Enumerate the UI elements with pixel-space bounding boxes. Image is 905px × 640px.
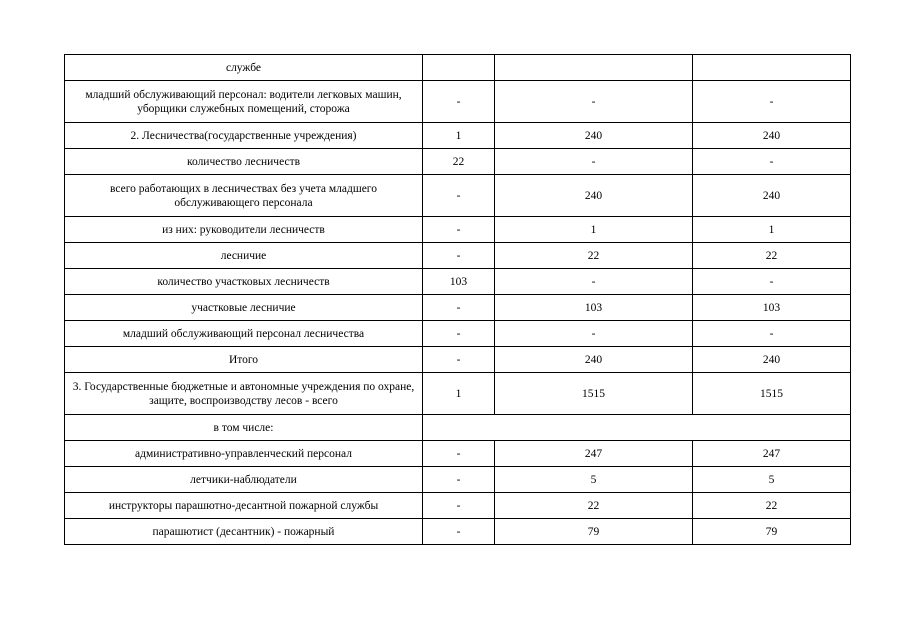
value-cell-3: - <box>693 321 851 347</box>
value-cell-1: - <box>423 295 495 321</box>
table-row <box>65 175 851 217</box>
value-cell-2: 240 <box>495 175 693 217</box>
value-cell-3: 103 <box>693 295 851 321</box>
value-cell-3: - <box>693 81 851 123</box>
value-cell-1: - <box>423 217 495 243</box>
value-cell-2: - <box>495 269 693 295</box>
table-row <box>65 519 851 545</box>
value-cell-2: 5 <box>495 467 693 493</box>
value-cell-2: 247 <box>495 441 693 467</box>
value-cell-1: - <box>423 175 495 217</box>
table-row <box>65 217 851 243</box>
row-label-cell: в том числе: <box>65 415 423 441</box>
row-label-cell: административно-управленческий персонал <box>65 441 423 467</box>
value-cell-1: - <box>423 441 495 467</box>
value-cell-1: - <box>423 519 495 545</box>
value-cell-3: 22 <box>693 243 851 269</box>
value-cell-1: - <box>423 243 495 269</box>
table-row <box>65 269 851 295</box>
table-row <box>65 55 851 81</box>
value-cell-3: 1515 <box>693 373 851 415</box>
value-cell-2: 22 <box>495 243 693 269</box>
row-label-cell: младший обслуживающий персонал лесничества <box>65 321 423 347</box>
row-label-cell: участковые лесничие <box>65 295 423 321</box>
row-label-cell: из них: руководители лесничеств <box>65 217 423 243</box>
value-cell-1: - <box>423 467 495 493</box>
table-row <box>65 295 851 321</box>
value-cell-3: 247 <box>693 441 851 467</box>
table-row <box>65 373 851 415</box>
row-label-cell: лесничие <box>65 243 423 269</box>
value-cell-2: - <box>495 149 693 175</box>
value-cell-2: 22 <box>495 493 693 519</box>
value-cell-2: - <box>495 321 693 347</box>
value-cell-2: 103 <box>495 295 693 321</box>
row-label-cell: младший обслуживающий персонал: водители легковых машин, уборщики служебных помещений, сторожа <box>65 81 423 123</box>
value-cell-2: 1515 <box>495 373 693 415</box>
value-cell-2: 240 <box>495 123 693 149</box>
value-cell-2: 79 <box>495 519 693 545</box>
value-cell-2: - <box>495 81 693 123</box>
value-cell-3 <box>693 55 851 81</box>
row-label-cell: всего работающих в лесничествах без учета младшего обслуживающего персонала <box>65 175 423 217</box>
staffing-table <box>64 54 851 545</box>
table-row <box>65 149 851 175</box>
table-row <box>65 81 851 123</box>
row-label-cell: инструкторы парашютно-десантной пожарной службы <box>65 493 423 519</box>
value-cell-1: 22 <box>423 149 495 175</box>
row-label-cell: количество участковых лесничеств <box>65 269 423 295</box>
table-row <box>65 467 851 493</box>
table-row <box>65 321 851 347</box>
value-cell-1: 1 <box>423 123 495 149</box>
value-cell-2 <box>495 55 693 81</box>
value-cell-1: - <box>423 81 495 123</box>
value-cell-3: - <box>693 269 851 295</box>
table-row <box>65 415 851 441</box>
row-label-cell: количество лесничеств <box>65 149 423 175</box>
row-label-cell: парашютист (десантник) - пожарный <box>65 519 423 545</box>
value-cell-1: - <box>423 347 495 373</box>
table-row <box>65 441 851 467</box>
merged-empty-cell <box>423 415 851 441</box>
value-cell-3: 240 <box>693 123 851 149</box>
value-cell-3: 22 <box>693 493 851 519</box>
value-cell-2: 240 <box>495 347 693 373</box>
value-cell-2: 1 <box>495 217 693 243</box>
value-cell-3: 79 <box>693 519 851 545</box>
value-cell-1: 1 <box>423 373 495 415</box>
value-cell-3: 5 <box>693 467 851 493</box>
table-row <box>65 493 851 519</box>
row-label-cell: службе <box>65 55 423 81</box>
value-cell-1: 103 <box>423 269 495 295</box>
value-cell-1: - <box>423 493 495 519</box>
staffing-table-body <box>65 55 851 545</box>
value-cell-1: - <box>423 321 495 347</box>
table-row <box>65 347 851 373</box>
table-row <box>65 243 851 269</box>
value-cell-3: 240 <box>693 175 851 217</box>
row-label-cell: Итого <box>65 347 423 373</box>
value-cell-1 <box>423 55 495 81</box>
table-row <box>65 123 851 149</box>
value-cell-3: 1 <box>693 217 851 243</box>
row-label-cell: 2. Лесничества(государственные учреждения) <box>65 123 423 149</box>
row-label-cell: 3. Государственные бюджетные и автономные учреждения по охране, защите, воспроизводству лесов - всего <box>65 373 423 415</box>
row-label-cell: летчики-наблюдатели <box>65 467 423 493</box>
value-cell-3: - <box>693 149 851 175</box>
value-cell-3: 240 <box>693 347 851 373</box>
